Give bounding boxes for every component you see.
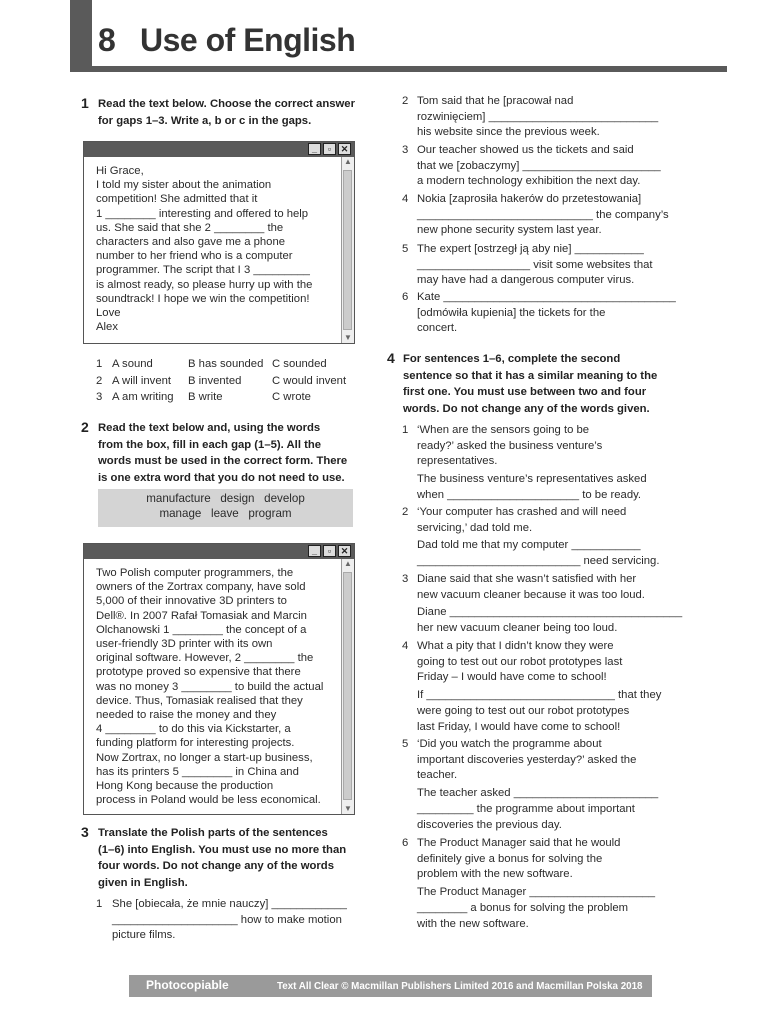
instruction-line: Read the text below. Choose the correct answer (98, 98, 355, 110)
item-line: ‘Did you watch the programme about (417, 738, 602, 750)
item-line: were going to test out our robot prototypes (417, 704, 630, 717)
arrow-down-icon[interactable]: ▼ (344, 333, 352, 342)
article-line: owners of the Zortrax company, have sold (96, 581, 306, 594)
article-line: Olchanowski 1 ________ the concept of a (96, 623, 307, 636)
page-title: Use of English (140, 22, 356, 58)
scroll-thumb[interactable] (343, 572, 352, 800)
minimize-icon[interactable]: _ (308, 143, 321, 155)
item-line: Nokia [zaprosiła hakerów do przetestowania] (417, 193, 642, 205)
item-line: Diane _____________________________________ (417, 606, 683, 619)
article-line: Dell®. In 2007 Rafał Tomasiak and Marcin (96, 609, 307, 622)
article-line: has its printers 5 ________ in China and (96, 765, 299, 778)
arrow-up-icon[interactable]: ▲ (344, 559, 352, 568)
email-line: soundtrack! I hope we win the competition! (96, 292, 310, 305)
task3-number: 3 (81, 824, 89, 840)
option-number: 3 (96, 391, 103, 403)
item-line: his website since the previous week. (417, 126, 600, 139)
item-number: 6 (402, 837, 409, 849)
item-line: ____________________________ the company’s (417, 208, 669, 221)
item-text (417, 242, 653, 289)
close-icon[interactable]: ✕ (338, 143, 351, 155)
item-line: with the new software. (417, 917, 529, 930)
task2-number: 2 (81, 419, 89, 435)
text-window (83, 543, 355, 815)
article-line: original software. However, 2 ________ the (96, 652, 314, 665)
item-line: Friday – I would have come to school! (417, 671, 607, 684)
item-line: Kate _____________________________________ (417, 291, 676, 303)
item-number: 5 (402, 738, 409, 750)
item-line: The Product Manager ____________________ (417, 886, 656, 899)
item-number: 2 (402, 506, 409, 518)
restore-icon[interactable]: ▫ (323, 143, 336, 155)
item-number: 4 (402, 640, 409, 652)
item-line: ready?’ asked the business venture’s (417, 439, 603, 452)
instruction-line: from the box, fill in each gap (1–5). All the (98, 438, 322, 451)
item-number: 2 (402, 95, 409, 107)
item-text (417, 639, 661, 735)
arrow-down-icon[interactable]: ▼ (344, 804, 352, 813)
item-number: 1 (96, 898, 103, 910)
article-line: funding platform for interesting projects. (96, 737, 295, 750)
item-line: Dad told me that my computer ___________ (417, 539, 641, 552)
email-line: us. She said that she 2 ________ the (96, 221, 284, 234)
task1-instructions (98, 96, 355, 129)
item-line: may have had a dangerous computer virus. (417, 274, 635, 287)
email-line: number to her friend who is a computer (96, 250, 293, 263)
item-line: What a pity that I didn’t know they were (417, 640, 614, 652)
instruction-line: first one. You must use between two and four (403, 386, 647, 398)
minimize-icon[interactable]: _ (308, 545, 321, 557)
item-line: Tom said that he [pracował nad (417, 95, 574, 107)
footer-photocopiable: Photocopiable (146, 978, 229, 992)
item-line: The expert [ostrzegł ją aby nie] ___________ (417, 243, 644, 255)
email-line: I told my sister about the animation (96, 179, 272, 192)
item-line: teacher. (417, 769, 458, 782)
item-line: going to test out our robot prototypes last (417, 655, 623, 668)
task3-instructions (98, 825, 346, 891)
instruction-line: Read the text below and, using the words (98, 422, 321, 434)
option-b: B invented (188, 374, 242, 387)
email-line: programmer. The script that I 3 _________ (96, 264, 310, 277)
email-line: Love (96, 307, 121, 320)
email-line: Alex (96, 321, 118, 334)
instruction-line: is one extra word that you do not need to use. (98, 471, 345, 484)
item-line: __________________________ need servicing. (417, 555, 660, 568)
instruction-line: Translate the Polish parts of the sentences (98, 827, 328, 839)
item-line: new vacuum cleaner because it was too loud. (417, 588, 645, 601)
item-line: important discoveries yesterday?’ asked the (417, 753, 637, 766)
item-line: ‘When are the sensors going to be (417, 424, 590, 436)
article-line: process in Poland would be less economical. (96, 794, 321, 807)
article-line: Hong Kong because the production (96, 780, 274, 793)
item-line: picture films. (112, 929, 176, 942)
item-number: 3 (402, 144, 409, 156)
item-text (112, 897, 347, 944)
instruction-line: For sentences 1–6, complete the second (403, 353, 621, 365)
instruction-line: four words. Do not change any of the words (98, 860, 334, 872)
article-line: user-friendly 3D printer with its own (96, 638, 273, 651)
item-line: definitely give a bonus for solving the (417, 852, 603, 865)
header-rule (70, 66, 727, 72)
item-line: servicing,’ dad told me. (417, 521, 533, 534)
word-box (98, 489, 353, 527)
item-text (417, 737, 658, 833)
item-line: The Product Manager said that he would (417, 837, 621, 849)
header-accent-bar (70, 0, 92, 72)
instruction-line: words. Do not change any of the words given. (403, 402, 650, 415)
item-line: problem with the new software. (417, 868, 573, 881)
instruction-line: sentence so that it has a similar meaning to the (403, 369, 658, 382)
option-a: A sound (112, 358, 153, 370)
item-line: last Friday, I would have come to school! (417, 720, 621, 733)
item-line: when _____________________ to be ready. (417, 488, 642, 501)
option-c: C wrote (272, 391, 311, 403)
item-line: representatives. (417, 455, 498, 468)
option-b: B has sounded (188, 358, 264, 370)
email-line: 1 ________ interesting and offered to help (96, 207, 309, 220)
email-body (96, 164, 312, 334)
item-line: If ______________________________ that they (417, 689, 662, 702)
window-titlebar (84, 142, 354, 157)
item-text (417, 505, 659, 570)
option-a: A will invent (112, 374, 172, 387)
restore-icon[interactable]: ▫ (323, 545, 336, 557)
task1-number: 1 (81, 95, 89, 111)
email-line: is almost ready, so please hurry up with the (96, 278, 313, 291)
item-line: that we [zobaczymy] ______________________ (417, 159, 661, 172)
item-text (417, 143, 661, 190)
item-line: [odmówiła kupienia] the tickets for the (417, 306, 606, 319)
email-line: Hi Grace, (96, 165, 144, 177)
item-line: rozwinięciem] ___________________________ (417, 110, 659, 123)
item-text (417, 192, 669, 239)
option-a: A am writing (112, 391, 174, 403)
item-text (417, 94, 658, 141)
item-number: 3 (402, 573, 409, 585)
item-line: discoveries the previous day. (417, 818, 562, 831)
item-line: ‘Your computer has crashed and will need (417, 506, 627, 518)
item-line: ________ a bonus for solving the problem (417, 901, 629, 914)
window-titlebar (84, 544, 354, 559)
option-number: 1 (96, 358, 103, 370)
word-box-line: manage leave program (159, 507, 292, 520)
email-line: characters and also gave me a phone (96, 236, 286, 249)
item-line: __________________ visit some websites that (417, 258, 653, 271)
arrow-up-icon[interactable]: ▲ (344, 157, 352, 166)
article-line: 4 ________ to do this via Kickstarter, a (96, 723, 291, 736)
instruction-line: words must be used in the correct form. There (98, 455, 348, 467)
item-line: new phone security system last year. (417, 224, 602, 237)
task4-instructions (403, 351, 657, 417)
item-number: 5 (402, 243, 409, 255)
item-text (417, 290, 676, 337)
item-line: She [obiecała, że mnie nauczy] ____________ (112, 898, 347, 910)
option-b: B write (188, 391, 223, 403)
instruction-line: given in English. (98, 876, 188, 889)
item-line: _________ the programme about important (417, 802, 635, 815)
scroll-thumb[interactable] (343, 170, 352, 330)
option-c: C would invent (272, 374, 347, 387)
email-line: competition! She admitted that it (96, 193, 258, 206)
article-line: Two Polish computer programmers, the (96, 567, 294, 579)
task4-number: 4 (387, 350, 395, 366)
instruction-line: for gaps 1–3. Write a, b or c in the gaps. (98, 114, 312, 127)
item-number: 4 (402, 193, 409, 205)
scrollbar[interactable] (341, 559, 354, 814)
item-line: The teacher asked _______________________ (417, 787, 659, 800)
item-line: Diane said that she wasn’t satisfied with her (417, 573, 637, 585)
item-text (417, 423, 647, 504)
email-window (83, 141, 355, 344)
article-line: Now Zortrax, no longer a start-up business, (96, 751, 313, 764)
close-icon[interactable]: ✕ (338, 545, 351, 557)
instruction-line: (1–6) into English. You must use no more than (98, 843, 347, 856)
article-line: was no money 3 ________ to build the actual (96, 680, 324, 693)
item-number: 6 (402, 291, 409, 303)
option-c: C sounded (272, 358, 327, 370)
task2-instructions (98, 420, 347, 486)
footer-copyright: Text All Clear © Macmillan Publishers Limited 2016 and Macmillan Polska 2018 (277, 981, 643, 992)
article-line: device. Thus, Tomasiak realised that they (96, 694, 303, 707)
item-line: ____________________ how to make motion (112, 913, 342, 926)
article-body (96, 566, 323, 807)
item-line: a modern technology exhibition the next day. (417, 175, 641, 188)
item-line: her new vacuum cleaner being too loud. (417, 622, 618, 635)
item-text (417, 836, 655, 932)
item-number: 1 (402, 424, 409, 436)
article-line: prototype proved so expensive that there (96, 666, 301, 679)
item-line: The business venture’s representatives asked (417, 473, 647, 486)
word-box-line: manufacture design develop (146, 492, 305, 505)
item-text (417, 572, 682, 637)
scrollbar[interactable] (341, 157, 354, 343)
option-number: 2 (96, 374, 103, 387)
unit-number: 8 (98, 22, 116, 58)
article-line: 5,000 of their innovative 3D printers to (96, 595, 287, 608)
item-line: Our teacher showed us the tickets and said (417, 144, 634, 156)
item-line: concert. (417, 322, 458, 335)
article-line: needed to raise the money and they (96, 709, 277, 722)
